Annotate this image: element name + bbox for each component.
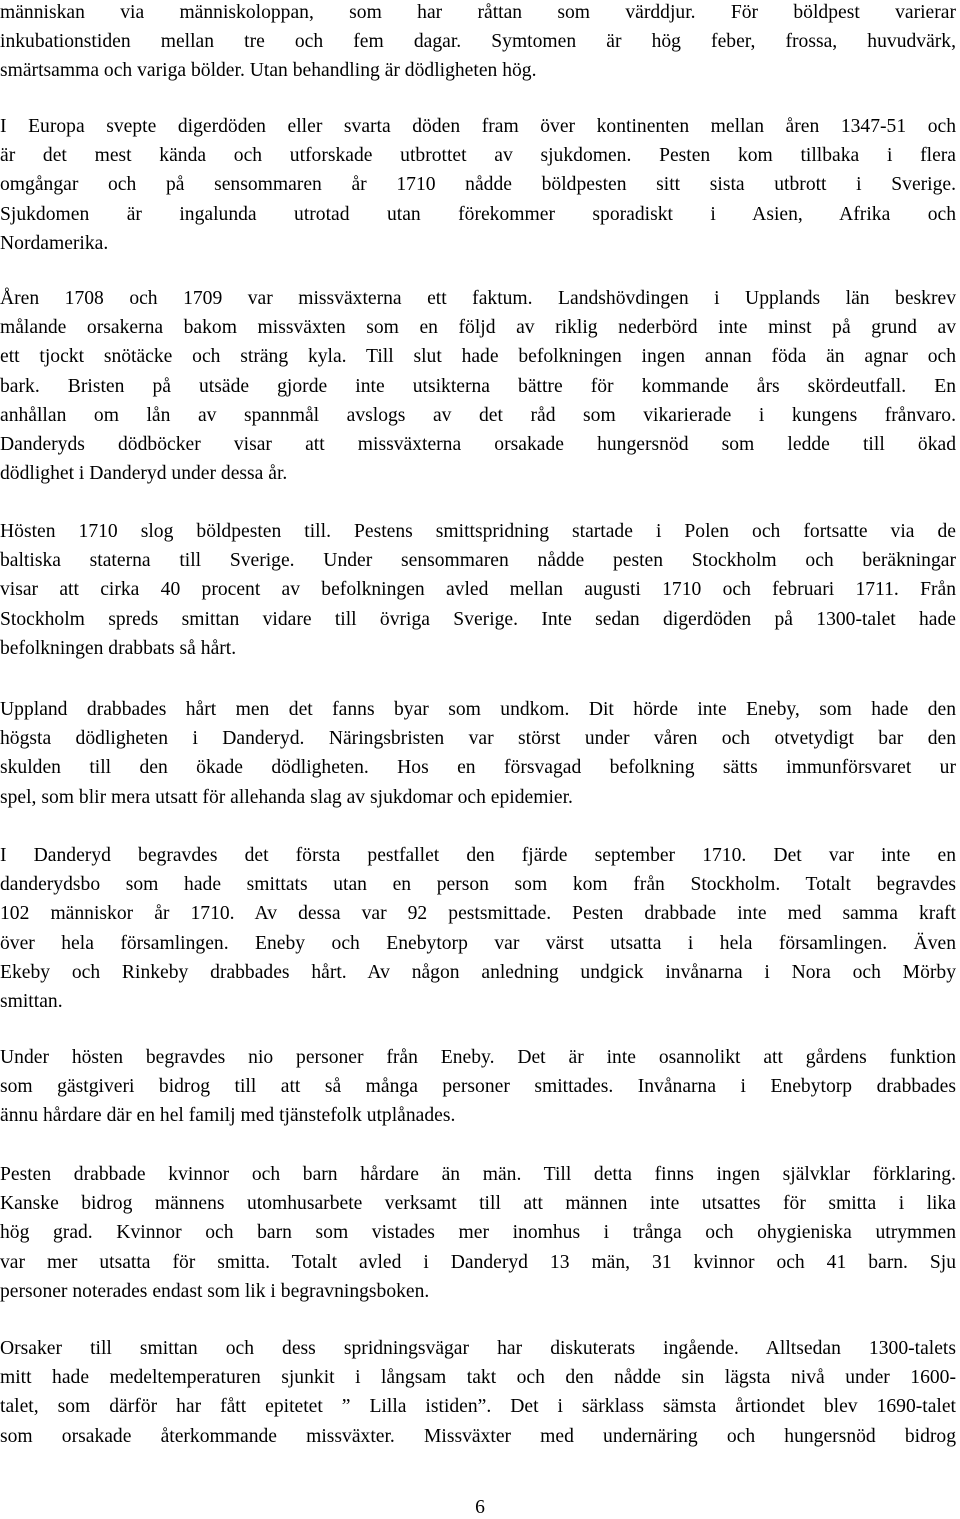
text-line: talet, som därför har fått epitetet ” Lilla istiden”. Det i särklass sämsta årtiondet blev 1690-talet bbox=[0, 1396, 956, 1418]
paragraph-causes-little-ice-age bbox=[0, 1334, 956, 1451]
paragraph-crop-failures bbox=[0, 284, 956, 488]
text-line: befolkningen drabbats så hårt. bbox=[0, 637, 237, 659]
text-line: högsta dödligheten i Danderyd. Näringsbristen var störst under våren och otvetydigt bar den bbox=[0, 728, 956, 750]
text-line: 102 människor år 1710. Av dessa var 92 pestsmittade. Pesten drabbade inte med samma kraft bbox=[0, 903, 956, 925]
text-line: över hela församlingen. Eneby och Enebytorp var värst utsatta i hela församlingen. Även bbox=[0, 932, 956, 954]
text-line: hög grad. Kvinnor och barn som vistades mer inomhus i trånga och ohygieniska utrymmen bbox=[0, 1222, 956, 1244]
text-line: målande orsakerna bakom missväxten som en följd av riklig nederbörd inte minst på grund av bbox=[0, 317, 956, 339]
text-line: är det mest kända och utforskade utbrottet av sjukdomen. Pesten kom tillbaka i flera bbox=[0, 145, 956, 167]
text-line: mitt hade medeltemperaturen sjunkit i långsam takt och den nådde sin lägsta nivå under 1600- bbox=[0, 1367, 956, 1389]
text-line: Åren 1708 och 1709 var missväxterna ett faktum. Landshövdingen i Upplands län beskrev bbox=[0, 288, 956, 309]
text-line: som orsakade återkommande missväxter. Missväxter med undernäring och hungersnöd bidrog bbox=[0, 1425, 956, 1447]
text-line: som gästgiveri bidrog till att så många personer smittades. Invånarna i Enebytorp drabbades bbox=[0, 1076, 956, 1098]
text-line: Ekeby och Rinkeby drabbades hårt. Av någon anledning undgick invånarna i Nora och Mörby bbox=[0, 961, 956, 983]
text-line: I Europa svepte digerdöden eller svarta döden fram över kontinenten mellan åren 1347-51 och bbox=[0, 116, 956, 137]
paragraph-danderyd-burials bbox=[0, 841, 956, 1016]
text-line: smärtsamma och variga bölder. Utan behandling är dödligheten hög. bbox=[0, 60, 537, 82]
text-line: skulden till den ökade dödligheten. Hos en försvagad befolkning sätts immunförsvaret ur bbox=[0, 757, 956, 779]
text-line: smittan. bbox=[0, 991, 63, 1013]
paragraph-autumn-1710 bbox=[0, 517, 956, 663]
text-line: danderydsbo som hade smittats utan en person som kom från Stockholm. Totalt begravdes bbox=[0, 874, 956, 896]
text-line: Orsaker till smittan och dess spridningsvägar har diskuterats ingående. Alltsedan 1300-talets bbox=[0, 1338, 956, 1359]
text-line: dödlighet i Danderyd under dessa år. bbox=[0, 463, 288, 485]
text-line: Pesten drabbade kvinnor och barn hårdare än män. Till detta finns ingen självklar förklaring. bbox=[0, 1164, 956, 1185]
text-line: visar att cirka 40 procent av befolkningen avled mellan augusti 1710 och februari 1711. Från bbox=[0, 579, 956, 601]
text-line: I Danderyd begravdes det första pestfallet den fjärde september 1710. Det var inte en bbox=[0, 845, 956, 866]
text-line: Under hösten begravdes nio personer från Eneby. Det är inte osannolikt att gårdens funktion bbox=[0, 1047, 956, 1068]
paragraph-uppland bbox=[0, 695, 956, 812]
text-line: Uppland drabbades hårt men det fanns byar som undkom. Dit hörde inte Eneby, som hade den bbox=[0, 699, 956, 720]
text-line: inkubationstiden mellan tre och fem dagar. Symtomen är hög feber, frossa, huvudvärk, bbox=[0, 31, 956, 53]
text-line: var mer utsatta för smitta. Totalt avled i Danderyd 13 män, 31 kvinnor och 41 barn. Sju bbox=[0, 1251, 956, 1273]
text-line: människan via människoloppan, som har råttan som värddjur. För böldpest varierar bbox=[0, 2, 956, 23]
text-line: ännu hårdare där en hel familj med tjänstefolk utplånades. bbox=[0, 1105, 456, 1127]
page-number: 6 bbox=[475, 1497, 485, 1518]
text-line: personer noterades endast som lik i begravningsboken. bbox=[0, 1280, 430, 1302]
text-line: Sjukdomen är ingalunda utrotad utan förekommer sporadiskt i Asien, Afrika och bbox=[0, 203, 956, 225]
text-line: Kanske bidrog männens utomhusarbete verksamt till att männen inte utsattes för smitta i lika bbox=[0, 1193, 956, 1215]
text-line: baltiska staterna till Sverige. Under sensommaren nådde pesten Stockholm och beräkningar bbox=[0, 550, 956, 572]
text-line: omgångar och på sensommaren år 1710 nådde böldpesten sitt sista utbrott i Sverige. bbox=[0, 174, 956, 196]
paragraph-europe-black-death bbox=[0, 112, 956, 258]
text-line: Nordamerika. bbox=[0, 232, 109, 254]
text-line: anhållan om lån av spannmål avslogs av det råd som vikarierade i kungens frånvaro. bbox=[0, 404, 956, 426]
text-line: bark. Bristen på utsäde gjorde inte utsikterna bättre för kommande års skördeutfall. En bbox=[0, 375, 956, 397]
paragraph-eneby-autumn bbox=[0, 1043, 956, 1131]
text-line: spel, som blir mera utsatt för allehanda slag av sjukdomar och epidemier. bbox=[0, 786, 573, 808]
text-line: Stockholm spreds smittan vidare till övriga Sverige. Inte sedan digerdöden på 1300-talet hade bbox=[0, 608, 956, 630]
text-line: ett tjockt snötäcke och sträng kyla. Till slut hade befolkningen ingen annan föda än agnar och bbox=[0, 346, 956, 368]
text-line: Hösten 1710 slog böldpesten till. Pestens smittspridning startade i Polen och fortsatte via de bbox=[0, 521, 956, 542]
text-line: Danderyds dödböcker visar att missväxterna orsakade hungersnöd som ledde till ökad bbox=[0, 434, 956, 456]
paragraph-women-children bbox=[0, 1160, 956, 1306]
paragraph-plague-symptoms bbox=[0, 0, 956, 86]
